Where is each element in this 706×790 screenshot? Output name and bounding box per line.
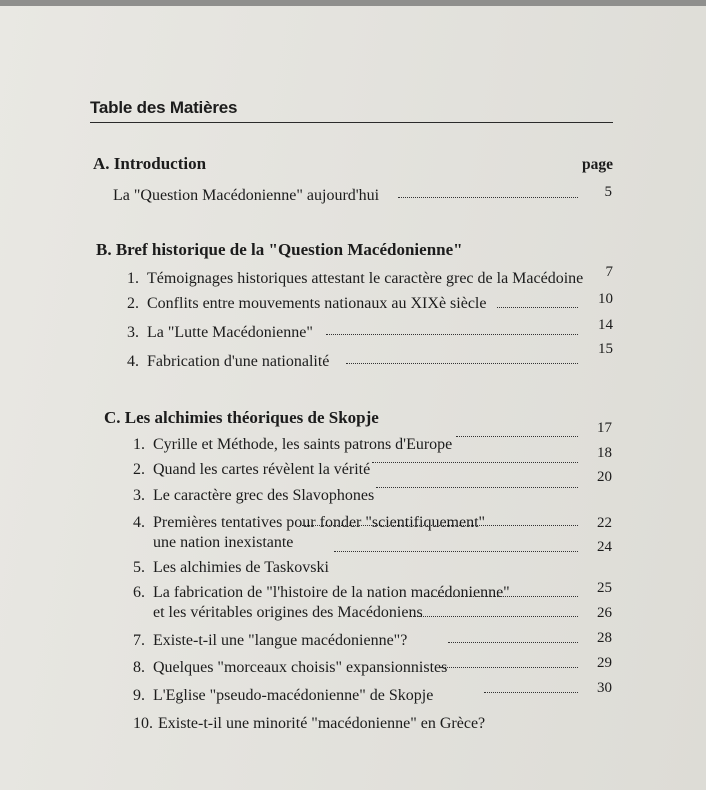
toc-entry-label: Quelques "morceaux choisis" expansionnistes xyxy=(153,659,448,676)
dot-leader xyxy=(326,334,578,335)
entry-number: 10. xyxy=(133,715,153,732)
page-number: 18 xyxy=(597,445,612,461)
page-number: 10 xyxy=(598,291,613,307)
page-number: 20 xyxy=(597,469,612,485)
page-number: 30 xyxy=(597,680,612,696)
dot-leader xyxy=(346,363,578,364)
toc-entry-c1[interactable] xyxy=(133,436,452,454)
toc-entry-c9[interactable] xyxy=(133,687,433,705)
toc-entry-label: Existe-t-il une minorité "macédonienne" en Grèce? xyxy=(158,715,486,732)
entry-number: 8. xyxy=(133,659,145,676)
page-number: 7 xyxy=(605,264,613,280)
entry-number: 2. xyxy=(133,461,145,478)
toc-entry-label: Conflits entre mouvements nationaux au XIXè siècle xyxy=(147,295,487,312)
page-number: 26 xyxy=(597,605,612,621)
toc-entry-c6[interactable] xyxy=(133,583,510,623)
entry-number: 4. xyxy=(127,353,139,370)
toc-entry-b4[interactable] xyxy=(127,353,329,371)
toc-entry-b1[interactable] xyxy=(127,270,583,288)
page-number: 28 xyxy=(597,630,612,646)
section-c-heading: C. Les alchimies théoriques de Skopje xyxy=(104,408,379,427)
toc-entry-label-continued: et les véritables origines des Macédoniens xyxy=(153,604,423,621)
toc-entry-c10[interactable] xyxy=(133,715,485,733)
dot-leader xyxy=(456,436,578,437)
toc-entry-label: Premières tentatives pour fonder "scientifiquement" xyxy=(153,514,486,531)
toc-entry-label: Cyrille et Méthode, les saints patrons d'Europe xyxy=(153,436,453,453)
dot-leader xyxy=(410,616,578,617)
page-number: 5 xyxy=(604,184,612,200)
toc-entry-c5[interactable] xyxy=(133,559,329,577)
section-b-heading: B. Bref historique de la "Question Macédonienne" xyxy=(96,240,463,259)
toc-entry-label: Fabrication d'une nationalité xyxy=(147,353,330,370)
entry-number: 6. xyxy=(133,584,145,601)
dot-leader xyxy=(497,307,578,308)
entry-number: 1. xyxy=(133,436,145,453)
entry-number: 3. xyxy=(133,487,145,504)
entry-number: 1. xyxy=(127,270,139,287)
dot-leader xyxy=(440,667,578,668)
toc-entry-c8[interactable] xyxy=(133,659,447,677)
book-page xyxy=(0,6,706,790)
toc-entry-label: Témoignages historiques attestant le caractère grec de la Macédoine xyxy=(147,270,584,287)
dot-leader xyxy=(398,197,578,198)
section-a-heading: A. Introduction xyxy=(93,154,207,173)
page-number: 24 xyxy=(597,539,612,555)
toc-entry-c3[interactable] xyxy=(133,487,374,505)
toc-entry-c2[interactable] xyxy=(133,461,370,479)
toc-entry-label: Existe-t-il une "langue macédonienne"? xyxy=(153,632,408,649)
entry-number: 5. xyxy=(133,559,145,576)
toc-entry-label: La "Question Macédonienne" aujourd'hui xyxy=(113,187,380,204)
page-number: 29 xyxy=(597,655,612,671)
toc-entry-b3[interactable] xyxy=(127,324,313,342)
toc-entry-label: L'Eglise "pseudo-macédonienne" de Skopje xyxy=(153,687,434,704)
page-number: 14 xyxy=(598,317,613,333)
dot-leader xyxy=(484,692,578,693)
toc-entry-label: Quand les cartes révèlent la vérité xyxy=(153,461,371,478)
entry-number: 2. xyxy=(127,295,139,312)
entry-number: 4. xyxy=(133,514,145,531)
dot-leader xyxy=(376,487,578,488)
toc-entry-a1[interactable] xyxy=(113,187,379,205)
page-column-header: page xyxy=(582,156,613,173)
dot-leader xyxy=(424,596,578,597)
title-underline xyxy=(90,122,613,123)
toc-entry-label: Le caractère grec des Slavophones xyxy=(153,487,375,504)
page-number: 17 xyxy=(597,420,612,436)
page-number: 25 xyxy=(597,580,612,596)
toc-entry-label: La fabrication de "l'histoire de la nation macédonienne" xyxy=(153,584,510,601)
entry-number: 7. xyxy=(133,632,145,649)
page-number: 22 xyxy=(597,515,612,531)
dot-leader xyxy=(372,462,578,463)
dot-leader xyxy=(448,642,578,643)
toc-entry-b2[interactable] xyxy=(127,295,486,313)
dot-leader xyxy=(302,525,578,526)
toc-entry-label: La "Lutte Macédonienne" xyxy=(147,324,313,341)
page-title: Table des Matières xyxy=(90,98,238,117)
toc-entry-label-continued: une nation inexistante xyxy=(153,534,294,551)
toc-entry-c7[interactable] xyxy=(133,632,407,650)
toc-entry-c4[interactable] xyxy=(133,513,485,553)
page-number: 15 xyxy=(598,341,613,357)
toc-entry-label: Les alchimies de Taskovski xyxy=(153,559,329,576)
entry-number: 9. xyxy=(133,687,145,704)
dot-leader xyxy=(334,551,578,552)
entry-number: 3. xyxy=(127,324,139,341)
